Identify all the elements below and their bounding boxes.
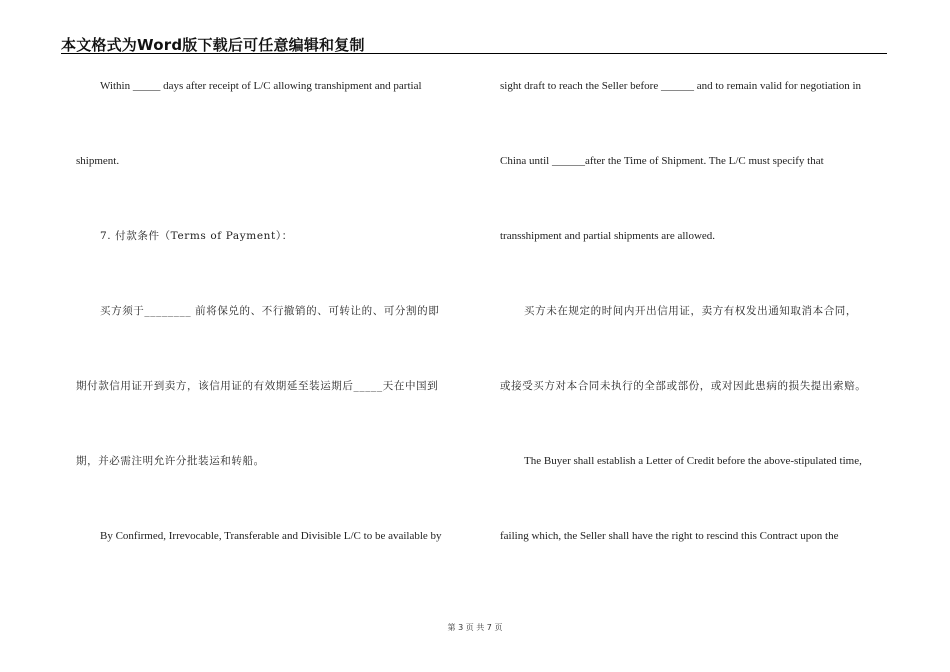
right-line-1: sight draft to reach the Seller before ______ and to remain valid for negotiation in	[500, 80, 862, 92]
left-line-1: Within _____ days after receipt of L/C allowing transhipment and partial	[100, 80, 422, 92]
right-line-3: transshipment and partial shipments are allowed.	[500, 230, 716, 242]
left-line-7: By Confirmed, Irrevocable, Transferable and Divisible L/C to be available by	[100, 530, 442, 542]
left-line-5: 期付款信用证开到卖方，该信用证的有效期延至装运期后_____天在中国到	[76, 380, 439, 392]
left-line-4: 买方须于________ 前将保兑的、不行撤销的、可转让的、可分割的即	[100, 305, 440, 317]
left-line-2: shipment.	[76, 155, 120, 167]
document-header-title: 本文格式为Word版下载后可任意编辑和复制	[61, 36, 365, 54]
page-number-footer: 第 3 页 共 7 页	[447, 623, 503, 632]
right-line-4: 买方未在规定的时间内开出信用证，卖方有权发出通知取消本合同，	[524, 305, 857, 317]
right-line-6: The Buyer shall establish a Letter of Credit before the above-stipulated time,	[524, 455, 862, 467]
left-line-6: 期，并必需注明允许分批装运和转船。	[76, 455, 265, 467]
right-line-2: China until ______after the Time of Shipment. The L/C must specify that	[500, 155, 824, 167]
header-divider	[61, 53, 887, 54]
right-line-5: 或接受买方对本合同未执行的全部或部份，或对因此患病的损失提出索赔。	[500, 380, 867, 392]
right-line-7: failing which, the Seller shall have the right to rescind this Contract upon the	[500, 530, 839, 542]
left-line-3-section-heading: 7. 付款条件（Terms of Payment）：	[100, 230, 293, 242]
